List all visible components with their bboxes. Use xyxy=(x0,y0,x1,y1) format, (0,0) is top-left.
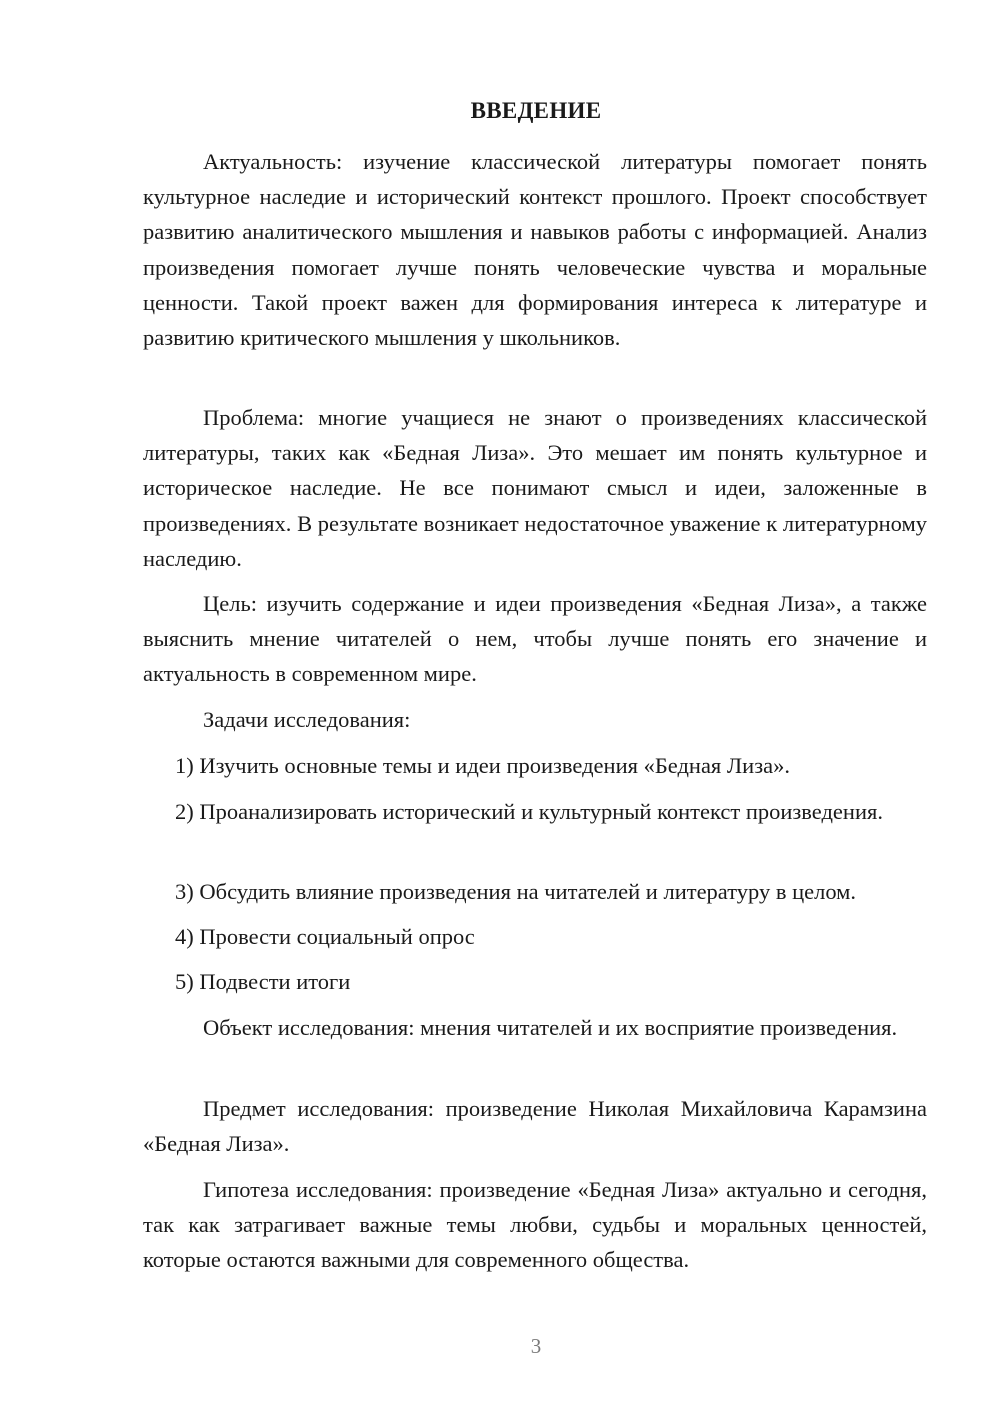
relevance-paragraph: Актуальность: изучение классической литературы помогает понять культурное наследие и исторический контекст прошлого. Проект способствует развитию аналитического мышления и навыков работы с информацией. Анализ произведения помогает лучше понять человеческие чувства и моральные ценности. Такой проект важен для формирования интереса к литературе и развитию критического мышления у школьников. xyxy=(143,149,927,351)
goal-paragraph: Цель: изучить содержание и идеи произведения «Бедная Лиза», а также выяснить мнение читателей о нем, чтобы лучше понять его значение и актуальность в современном мире. xyxy=(143,591,927,687)
hypothesis-paragraph: Гипотеза исследования: произведение «Бедная Лиза» актуально и сегодня, так как затрагивает важные темы любви, судьбы и моральных ценностей, которые остаются важными для современного общества. xyxy=(143,1177,927,1273)
task-item-4: 4) Провести социальный опрос xyxy=(175,924,475,949)
object-paragraph: Объект исследования: мнения читателей и их восприятие произведения. xyxy=(203,1015,898,1040)
task-item-1: 1) Изучить основные темы и идеи произведения «Бедная Лиза». xyxy=(175,753,790,778)
task-item-3: 3) Обсудить влияние произведения на читателей и литературу в целом. xyxy=(175,879,857,904)
problem-paragraph: Проблема: многие учащиеся не знают о произведениях классической литературы, таких как «Бедная Лиза». Это мешает им понять культурное и историческое наследие. Не все понимают смысл и идеи, заложенные в произведениях. В результате возникает недостаточное уважение к литературному наследию. xyxy=(143,405,927,571)
page-title: ВВЕДЕНИЕ xyxy=(470,98,602,123)
page-number: 3 xyxy=(530,1334,542,1358)
tasks-heading: Задачи исследования: xyxy=(203,707,411,732)
task-item-5: 5) Подвести итоги xyxy=(175,969,351,994)
subject-paragraph: Предмет исследования: произведение Николая Михайловича Карамзина «Бедная Лиза». xyxy=(143,1096,927,1157)
task-item-2: 2) Проанализировать исторический и культурный контекст произведения. xyxy=(175,799,883,824)
